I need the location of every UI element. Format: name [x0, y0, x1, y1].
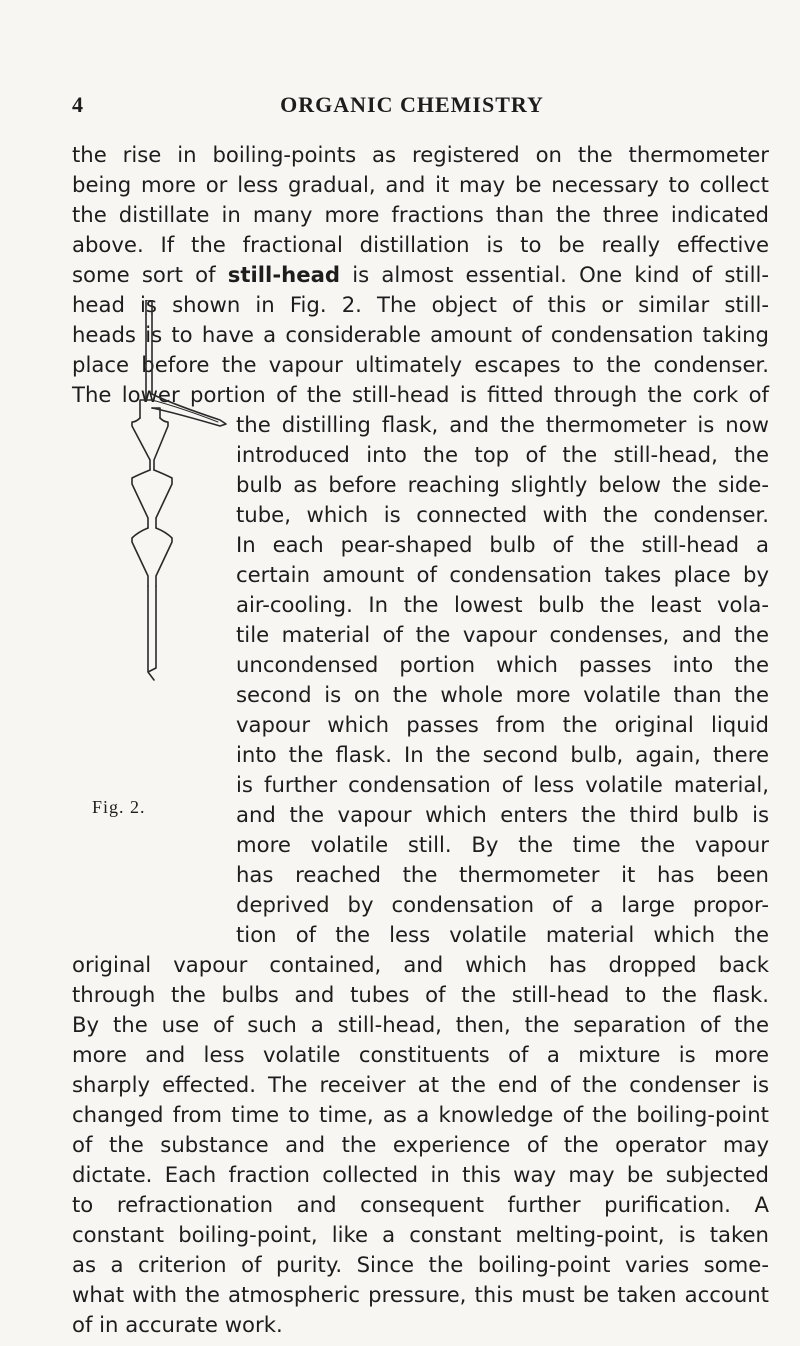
body-line: through the bulbs and tubes of the still-head to the flask.: [72, 982, 769, 1007]
bulb-upper: [132, 418, 168, 470]
bulb-middle: [132, 470, 172, 528]
body-line: bulb as before reaching slightly below the side-: [236, 472, 769, 497]
body-line: uncondensed portion which passes into the: [236, 652, 769, 677]
body-line: tube, which is connected with the condenser.: [236, 502, 769, 527]
figure-caption: Fig. 2.: [92, 797, 146, 817]
body-line: changed from time to time, as a knowledge of the boiling-point: [72, 1102, 769, 1127]
body-line: is further condensation of less volatile material,: [236, 772, 769, 797]
body-line: the distillate in many more fractions than the three indicated: [72, 202, 769, 227]
body-line: the rise in boiling-points as registered on the thermometer: [72, 142, 769, 167]
body-line: of the substance and the experience of the operator may: [72, 1132, 769, 1157]
thermometer-top: [146, 300, 152, 314]
running-head: ORGANIC CHEMISTRY: [280, 92, 544, 117]
body-line: introduced into the top of the still-head, the: [236, 442, 769, 467]
page-number: 4: [72, 92, 83, 117]
body-line-with-term: [72, 260, 769, 290]
body-line: being more or less gradual, and it may be necessary to collect: [72, 172, 769, 197]
body-line: as a criterion of purity. Since the boiling-point varies some-: [72, 1252, 769, 1277]
body-line: deprived by condensation of a large propor-: [236, 892, 769, 917]
body-line: above. If the fractional distillation is to be really effective: [72, 232, 769, 257]
body-line: head is shown in Fig. 2. The object of this or similar still-: [72, 292, 769, 317]
body-line: sharply effected. The receiver at the end of the condenser is: [72, 1072, 769, 1097]
body-line-prefix: some sort of: [72, 262, 216, 287]
body-line: original vapour contained, and which has dropped back: [72, 952, 769, 977]
lower-tube: [148, 586, 156, 680]
body-line: more volatile still. By the time the vapour: [236, 832, 769, 857]
body-line: constant boiling-point, like a constant melting-point, is taken: [72, 1222, 769, 1247]
body-line: into the flask. In the second bulb, again, there: [236, 742, 769, 767]
body-line: heads is to have a considerable amount of condensation taking: [72, 322, 769, 347]
body-line-rest: is almost essential. One kind of still-: [352, 262, 769, 287]
upper-tube: [146, 314, 152, 400]
body-line: certain amount of condensation takes place by: [236, 562, 769, 587]
body-line: to refractionation and consequent further purification. A: [72, 1192, 769, 1217]
body-line: the distilling flask, and the thermometer is now: [236, 412, 769, 437]
bulb-lower: [132, 528, 172, 586]
body-line: In each pear-shaped bulb of the still-head a: [236, 532, 769, 557]
body-line: vapour which passes from the original liquid: [236, 712, 769, 737]
body-line: tile material of the vapour condenses, and the: [236, 622, 769, 647]
body-line: what with the atmospheric pressure, this must be taken account: [72, 1282, 769, 1307]
body-line: more and less volatile constituents of a mixture is more: [72, 1042, 769, 1067]
body-line: tion of the less volatile material which the: [236, 922, 769, 947]
body-line: has reached the thermometer it has been: [236, 862, 769, 887]
body-line: place before the vapour ultimately escapes to the condenser.: [72, 352, 769, 377]
body-line: and the vapour which enters the third bulb is: [236, 802, 769, 827]
body-line: The lower portion of the still-head is fitted through the cork of: [72, 382, 769, 407]
still-head-illustration: [92, 300, 232, 690]
body-line: By the use of such a still-head, then, the separation of the: [72, 1012, 769, 1037]
body-line: air-cooling. In the lowest bulb the least vola-: [236, 592, 769, 617]
body-line: second is on the whole more volatile than the: [236, 682, 769, 707]
body-line: dictate. Each fraction collected in this way may be subjected: [72, 1162, 769, 1187]
body-line-last: of in accurate work.: [72, 1312, 283, 1337]
term-still-head: still-head: [227, 262, 341, 287]
page-header: [72, 92, 752, 122]
